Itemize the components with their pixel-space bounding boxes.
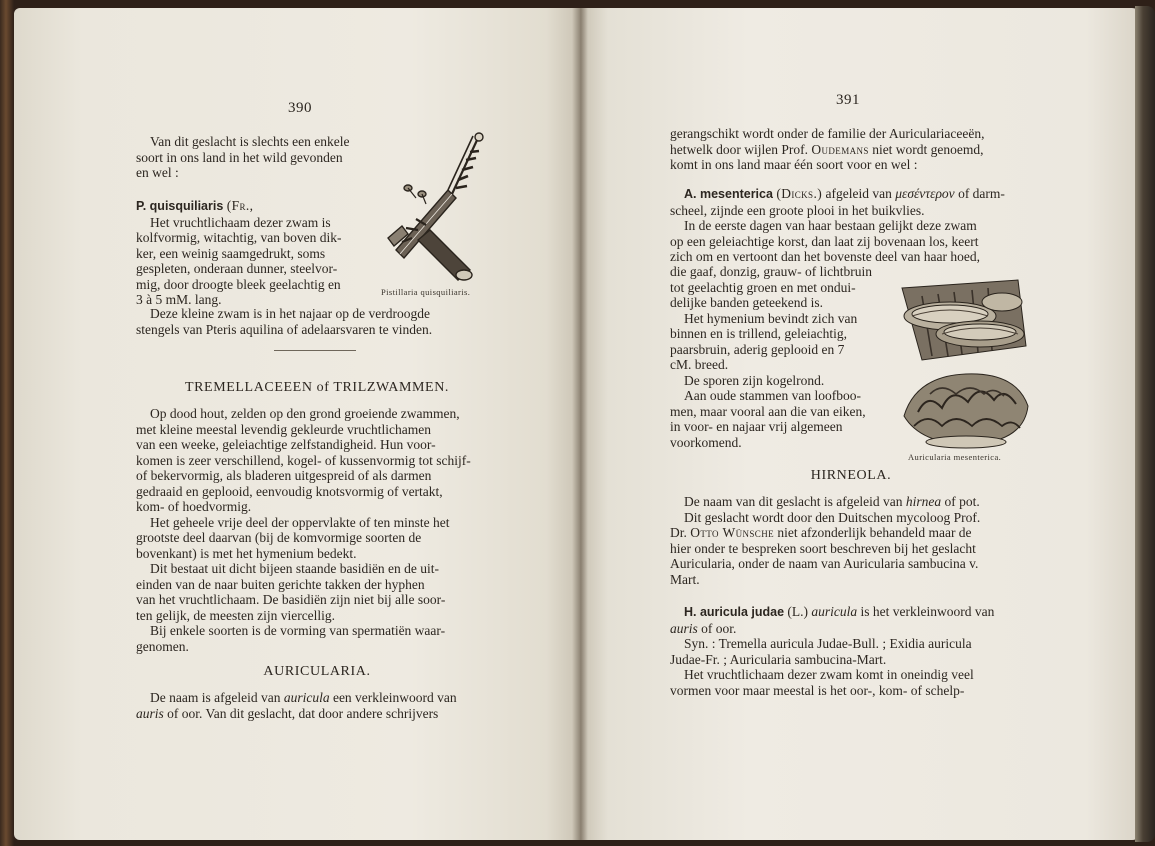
- text-line: grootste deel daarvan (bij de komvormige soorten de: [136, 530, 422, 545]
- text-fragment: afgeleid van: [825, 186, 892, 201]
- text-line: Aan oude stammen van loofboo-: [684, 388, 861, 403]
- text-line: soort in ons land in het wild gevonden: [136, 149, 343, 165]
- text-fragment: of pot.: [944, 494, 980, 509]
- text-fragment: niet wordt genoemd,: [872, 141, 984, 157]
- italic-term: auricula: [811, 604, 858, 619]
- text-line: 3 à 5 mM. lang.: [136, 292, 222, 307]
- text-line: op een geleiachtige korst, dan laat zij bovenaan los, keert: [670, 233, 979, 249]
- species-name: H. auricula judae: [684, 605, 785, 619]
- mesenterica-heading: [670, 186, 1032, 265]
- text-line: [136, 690, 498, 706]
- auricularia-text: [136, 690, 498, 721]
- text-line: binnen en is trillend, geleiachtig,: [670, 326, 847, 341]
- text-line: Het vruchtlichaam dezer zwam is: [150, 214, 331, 230]
- text-line: gespleten, onderaan dunner, steelvor-: [136, 261, 338, 276]
- text-line: ten gelijk, de meesten zijn viercellig.: [136, 607, 336, 623]
- text-line: ker, een weinig saamgedrukt, soms: [136, 245, 326, 261]
- section-heading-hirneola: HIRNEOLA.: [810, 468, 892, 483]
- illustration-caption: Pistillaria quisquiliaris.: [381, 287, 471, 297]
- text-line: van een weeke, geleiachtige zelfstandigheid. Hun voor-: [136, 437, 436, 452]
- text-line: kolfvormig, witachtig, van boven dik-: [136, 230, 342, 245]
- text-line: Van dit geslacht is slechts een enkele: [150, 134, 350, 149]
- text-line: Op dood hout, zelden op den grond groeiende zwammen,: [150, 406, 460, 421]
- text-line: komen is zeer verschillend, kogel- of kussenvormig tot schijf-: [136, 452, 471, 468]
- text-line: Auricularia, onder de naam van Auricularia sambucina v.: [670, 556, 979, 571]
- species-name: P. quisquiliaris: [136, 199, 224, 213]
- text-line: die gaaf, donzig, grauw- of lichtbruin: [670, 264, 873, 279]
- text-line: bovenkant) is met het hymenium bedekt.: [136, 545, 357, 561]
- text-line: Dit geslacht wordt door den Duitschen mycoloog Prof.: [684, 509, 981, 525]
- text-fragment: De naam van dit geslacht is afgeleid van: [684, 494, 903, 509]
- book-gutter: [572, 8, 588, 840]
- text-line: genomen.: [136, 638, 189, 654]
- text-line: In de eerste dagen van haar bestaan gelijkt deze zwam: [684, 218, 977, 233]
- pistillaria-illustration: [378, 130, 500, 288]
- species-heading: [136, 198, 368, 215]
- author-name: Oudemans: [811, 141, 869, 157]
- intro-paragraph: [136, 134, 364, 181]
- author-name: Otto Wünsche: [690, 525, 775, 540]
- text-line: in voor- en najaar vrij algemeen: [670, 419, 843, 434]
- text-line: stengels van Pteris aquilina of adelaarsvaren te vinden.: [136, 321, 433, 337]
- text-fragment: of oor.: [701, 620, 737, 636]
- text-line: [670, 621, 1032, 637]
- habitat-paragraph: [136, 306, 498, 337]
- text-line: einden van de naar buiten gerichte takken der hyphen: [136, 576, 425, 592]
- text-line: scheel, zijnde een groote plooi in het buikvlies.: [670, 202, 925, 218]
- text-line: cM. breed.: [670, 357, 729, 372]
- text-line: Bij enkele soorten is de vorming van spermatiën waar-: [150, 623, 446, 638]
- text-line: delijke banden geteekend is.: [670, 295, 823, 310]
- text-line: Dit bestaat uit dicht bijeen staande basidiën en de uit-: [150, 561, 440, 576]
- text-line: Syn. : Tremella auricula Judae-Bull. ; Exidia auricula: [684, 636, 972, 651]
- text-line: vormen voor maar meestal is het oor-, kom- of schelp-: [670, 682, 965, 698]
- tremella-text: [136, 406, 498, 654]
- text-line: De sporen zijn kogelrond.: [684, 372, 825, 388]
- text-line: [670, 525, 1032, 541]
- italic-term: hirnea: [905, 494, 942, 509]
- italic-term: auricula: [283, 690, 330, 705]
- text-line: paarsbruin, aderig geplooid en 7: [670, 341, 845, 357]
- text-line: komt in ons land maar één soort voor en wel :: [670, 157, 918, 172]
- species-author: (Fr.,: [226, 198, 254, 213]
- auricula-judae-text: [670, 604, 1032, 698]
- species-name: A. mesenterica: [684, 187, 773, 201]
- text-line: tot geelachtig groen en met ondui-: [670, 279, 856, 295]
- text-line: gedraaid en geplooid, eenvoudig knotsvormig of vertakt,: [136, 483, 443, 499]
- text-line: Het geheele vrije deel der oppervlakte of ten minste het: [150, 514, 450, 530]
- text-line: [670, 186, 1032, 203]
- italic-term: auris: [136, 705, 164, 721]
- species-description: [136, 198, 368, 308]
- text-fragment: niet afzonderlijk behandeld maar de: [777, 525, 972, 540]
- text-line: [670, 604, 1032, 621]
- text-fragment: hetwelk door wijlen Prof.: [670, 141, 808, 157]
- text-line: [136, 706, 498, 722]
- illustration-caption-right: Auricularia mesenterica.: [908, 452, 1002, 462]
- book-edge: [1135, 6, 1155, 842]
- text-fragment: een verkleinwoord van: [332, 690, 457, 705]
- page-number-left: 390: [288, 100, 312, 116]
- hirneola-text: [670, 494, 1032, 587]
- text-line: [670, 494, 1032, 510]
- text-fragment: De naam is afgeleid van: [150, 690, 281, 705]
- text-line: Het vruchtlichaam dezer zwam komt in oneindig veel: [684, 667, 974, 682]
- text-fragment: is het verkleinwoord van: [860, 604, 995, 619]
- section-heading-auricularia: AURICULARIA.: [263, 664, 371, 679]
- mesenterica-description: [670, 264, 890, 450]
- text-line: van het vruchtlichaam. De basidiën zijn niet bij alle soor-: [136, 592, 446, 607]
- text-line: kom- of hoedvormig.: [136, 499, 252, 514]
- text-line: Mart.: [670, 571, 700, 587]
- species-author: (L.): [787, 604, 809, 619]
- text-line: of bekervormig, als bladeren uitgespreid of als darmen: [136, 468, 432, 483]
- italic-term: auris: [670, 620, 698, 636]
- mesenterica-bracket-illustration: [892, 276, 1032, 366]
- text-line: met kleine meestal levendig gekleurde vruchtlichamen: [136, 421, 432, 437]
- right-intro: [670, 126, 1032, 173]
- text-line: voorkomend.: [670, 434, 742, 450]
- text-line: hier onder te bespreken soort beschreven bij het geslacht: [670, 540, 976, 556]
- species-author: (Dicks.): [776, 186, 823, 201]
- text-line: mig, door droogte bleek geelachtig en: [136, 276, 341, 292]
- text-line: Judae-Fr. ; Auricularia sambucina-Mart.: [670, 651, 887, 667]
- text-fragment: Dr.: [670, 525, 687, 540]
- text-line: Deze kleine zwam is in het najaar op de verdroogde: [150, 306, 431, 321]
- text-line: men, maar vooral aan die van eiken,: [670, 403, 866, 419]
- section-heading-tremellaceeen: TREMELLACEEEN of TRILZWAMMEN.: [184, 380, 450, 395]
- text-line: en wel :: [136, 165, 179, 180]
- text-line: zich om en vertoont dan het bovenste deel van haar hoed,: [670, 249, 981, 264]
- text-line: [670, 142, 1032, 158]
- text-line: gerangschikt wordt onder de familie der Auriculariaceeën,: [670, 126, 985, 141]
- greek-term: μεσέντερον: [895, 186, 955, 201]
- text-fragment: of oor. Van dit geslacht, dat door andere schrijvers: [167, 705, 439, 721]
- mesenterica-folded-illustration: [896, 366, 1034, 450]
- text-fragment: of darm-: [958, 186, 1005, 201]
- section-divider: [274, 350, 356, 351]
- page-number-right: 391: [836, 92, 860, 108]
- text-line: Het hymenium bevindt zich van: [684, 310, 858, 326]
